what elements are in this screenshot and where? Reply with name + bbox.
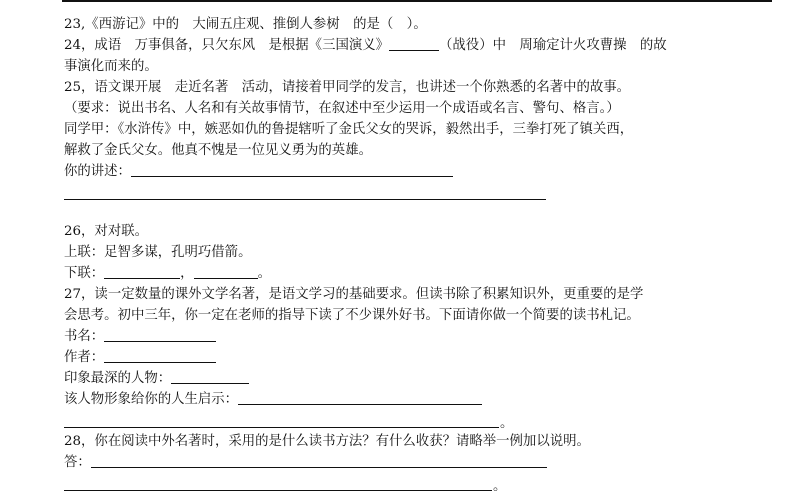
question-27-book	[64, 326, 776, 347]
question-25-answer-row-2	[64, 182, 776, 203]
question-28-end-period: 。	[493, 479, 507, 494]
exam-document	[64, 14, 776, 494]
question-24-blank[interactable]	[389, 36, 439, 51]
book-label: 书名：	[64, 329, 105, 344]
question-24-text-b: （战役）中 周瑜定计火攻曹操 的故	[439, 38, 667, 53]
question-26-lower-comma: ，	[180, 266, 194, 281]
top-border-rule	[62, 0, 772, 2]
question-24	[64, 35, 776, 56]
character-input[interactable]	[171, 369, 249, 384]
question-28: 28，你在阅读中外名著时，采用的是什么读书方法？有什么收获？请略举一例加以说明。	[64, 434, 590, 449]
question-28-answer-row	[64, 452, 776, 473]
question-27-inspiration-row-2	[64, 410, 776, 431]
question-25: 25，语文课开展 走近名著 活动，请接着甲同学的发言，也讲述一个你熟悉的名著中的故事。	[64, 80, 631, 95]
question-25-requirement: （要求：说出书名、人名和有关故事情节，在叙述中至少运用一个成语或名言、警句、格言。）	[64, 101, 620, 116]
inspiration-end-period: 。	[500, 416, 514, 431]
question-25-answer-line-1[interactable]	[131, 162, 453, 177]
inspiration-input-1[interactable]	[238, 390, 482, 405]
question-24-text-a: 24，成语 万事俱备，只欠东风 是根据《三国演义》	[64, 38, 390, 53]
inspiration-input-2[interactable]	[64, 427, 499, 428]
question-27-inspiration	[64, 389, 776, 410]
question-26-lower-blank-2[interactable]	[194, 264, 258, 279]
book-input[interactable]	[104, 327, 216, 342]
question-26-lower	[64, 263, 776, 284]
author-input[interactable]	[104, 348, 216, 363]
question-25-student-a: 同学甲：《水浒传》中，嫉恶如仇的鲁提辖听了金氏父女的哭诉，毅然出手，三拳打死了镇关西，	[64, 122, 634, 137]
question-25-answer-line-2[interactable]	[64, 199, 546, 200]
question-27-character	[64, 368, 776, 389]
question-26-lower-label: 下联：	[64, 266, 105, 281]
question-26-upper: 上联：足智多谋，孔明巧借箭。	[64, 245, 252, 260]
question-26-lower-period: 。	[257, 266, 271, 281]
question-28-answer-label: 答：	[64, 455, 91, 470]
question-28-answer-line-1[interactable]	[91, 453, 547, 468]
author-label: 作者：	[64, 350, 105, 365]
question-24-cont: 事演化而来的。	[64, 59, 158, 74]
question-28-answer-row-2	[64, 473, 776, 494]
question-28-answer-line-2[interactable]	[64, 490, 492, 491]
question-27: 27，读一定数量的课外文学名著，是语文学习的基础要求。但读书除了积累知识外，更重要的是学	[64, 287, 644, 302]
character-label: 印象最深的人物：	[64, 371, 172, 386]
inspiration-label: 该人物形象给你的人生启示：	[64, 392, 239, 407]
question-25-answer-row	[64, 161, 776, 182]
question-27-cont: 会思考。初中三年，你一定在老师的指导下读了不少课外好书。下面请你做一个简要的读书札记。	[64, 308, 640, 323]
question-27-author	[64, 347, 776, 368]
question-25-student-a-cont: 解救了金氏父女。他真不愧是一位见义勇为的英雄。	[64, 143, 372, 158]
question-23: 23,《西游记》中的 大闹五庄观、推倒人参树 的是（ ）。	[64, 17, 427, 32]
question-25-answer-label: 你的讲述：	[64, 164, 131, 179]
question-26-lower-blank-1[interactable]	[104, 264, 180, 279]
question-26-title: 26，对对联。	[64, 224, 148, 239]
